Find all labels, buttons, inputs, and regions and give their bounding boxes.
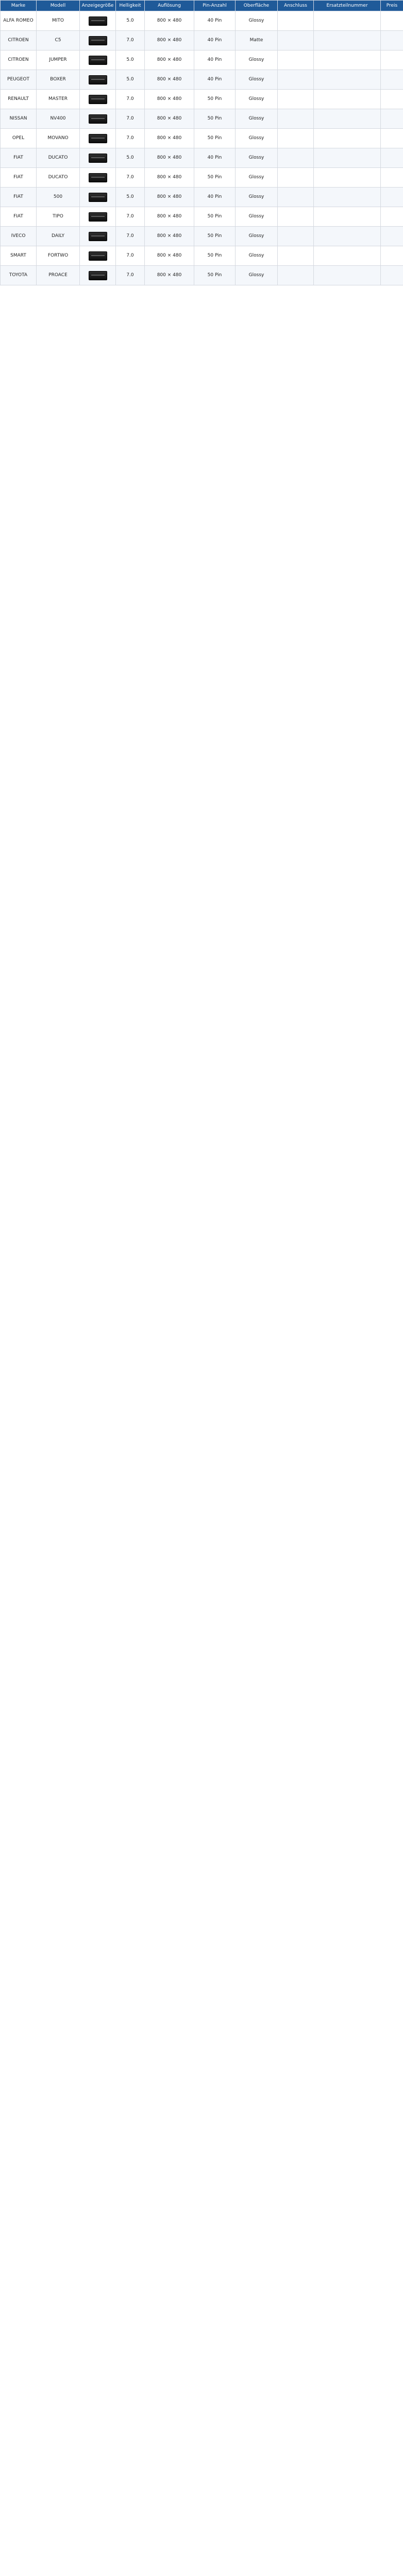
table-cell — [314, 148, 381, 168]
product-thumbnail — [89, 75, 107, 84]
table-cell: 50 Pin — [194, 227, 236, 246]
product-thumbnail — [89, 154, 107, 163]
table-cell — [381, 168, 403, 188]
table-cell: 5.0 — [116, 11, 145, 31]
table-cell — [278, 266, 314, 285]
table-cell: 800 × 480 — [145, 266, 194, 285]
table-cell: MASTER — [37, 90, 80, 109]
column-header: Helligkeit — [116, 1, 145, 11]
product-thumbnail — [89, 16, 107, 26]
table-cell: PEUGEOT — [1, 70, 37, 90]
table-cell: 40 Pin — [194, 50, 236, 70]
table-cell: IVECO — [1, 227, 37, 246]
table-cell — [314, 50, 381, 70]
table-cell — [278, 129, 314, 148]
table-cell: Glossy — [236, 109, 278, 129]
table-cell — [278, 90, 314, 109]
table-cell: 800 × 480 — [145, 109, 194, 129]
table-cell: 800 × 480 — [145, 207, 194, 227]
table-cell: 40 Pin — [194, 11, 236, 31]
product-thumbnail — [89, 134, 107, 143]
table-cell — [314, 90, 381, 109]
table-cell: MOVANO — [37, 129, 80, 148]
table-cell: 5.0 — [116, 50, 145, 70]
table-cell — [278, 207, 314, 227]
table-cell: Glossy — [236, 188, 278, 207]
table-cell — [381, 207, 403, 227]
table-cell — [381, 50, 403, 70]
table-row — [1, 148, 403, 168]
table-cell: 7.0 — [116, 129, 145, 148]
table-cell: FORTWO — [37, 246, 80, 266]
table-cell: 800 × 480 — [145, 31, 194, 50]
table-cell: 800 × 480 — [145, 188, 194, 207]
table-cell: Glossy — [236, 11, 278, 31]
table-row — [1, 11, 403, 31]
product-thumbnail — [89, 212, 107, 222]
table-row — [1, 207, 403, 227]
table-cell — [278, 246, 314, 266]
column-header: Auflösung — [145, 1, 194, 11]
table-cell — [80, 148, 116, 168]
table-cell: 7.0 — [116, 109, 145, 129]
table-cell: 40 Pin — [194, 31, 236, 50]
product-table — [0, 0, 403, 285]
table-cell: 7.0 — [116, 266, 145, 285]
table-cell — [314, 70, 381, 90]
table-row — [1, 246, 403, 266]
table-cell: Glossy — [236, 50, 278, 70]
table-row — [1, 227, 403, 246]
table-cell: Glossy — [236, 207, 278, 227]
table-cell — [278, 109, 314, 129]
table-cell: Glossy — [236, 168, 278, 188]
table-cell — [278, 11, 314, 31]
table-cell — [80, 11, 116, 31]
table-cell — [314, 11, 381, 31]
table-cell: 5.0 — [116, 148, 145, 168]
table-cell: 50 Pin — [194, 207, 236, 227]
table-cell: 800 × 480 — [145, 148, 194, 168]
table-cell — [278, 148, 314, 168]
table-cell: Glossy — [236, 90, 278, 109]
product-thumbnail — [89, 173, 107, 182]
table-cell: 50 Pin — [194, 246, 236, 266]
table-row — [1, 109, 403, 129]
table-cell: 800 × 480 — [145, 90, 194, 109]
table-cell — [314, 246, 381, 266]
column-header: Ersatzteilnummer — [314, 1, 381, 11]
table-cell: Glossy — [236, 266, 278, 285]
table-cell: MITO — [37, 11, 80, 31]
table-row — [1, 70, 403, 90]
table-cell: Glossy — [236, 129, 278, 148]
table-cell: 800 × 480 — [145, 129, 194, 148]
column-header: Anschluss — [278, 1, 314, 11]
table-cell — [80, 227, 116, 246]
table-cell: 50 Pin — [194, 109, 236, 129]
table-cell — [80, 207, 116, 227]
table-cell: 5.0 — [116, 188, 145, 207]
table-cell: 800 × 480 — [145, 168, 194, 188]
table-row — [1, 31, 403, 50]
product-thumbnail — [89, 36, 107, 45]
table-cell — [278, 70, 314, 90]
table-cell — [80, 109, 116, 129]
table-cell: 50 Pin — [194, 266, 236, 285]
table-cell: NISSAN — [1, 109, 37, 129]
table-cell — [381, 11, 403, 31]
table-cell: FIAT — [1, 168, 37, 188]
table-cell: FIAT — [1, 207, 37, 227]
table-cell: RENAULT — [1, 90, 37, 109]
table-cell: TOYOTA — [1, 266, 37, 285]
table-cell: OPEL — [1, 129, 37, 148]
table-cell: Glossy — [236, 148, 278, 168]
table-cell: 40 Pin — [194, 70, 236, 90]
column-header: Preis — [381, 1, 403, 11]
table-cell — [314, 227, 381, 246]
table-cell: ALFA ROMEO — [1, 11, 37, 31]
table-cell: CITROEN — [1, 31, 37, 50]
product-thumbnail — [89, 232, 107, 241]
table-cell — [314, 168, 381, 188]
table-cell: 7.0 — [116, 90, 145, 109]
table-cell: C5 — [37, 31, 80, 50]
table-cell: BOXER — [37, 70, 80, 90]
table-row — [1, 168, 403, 188]
product-thumbnail — [89, 271, 107, 280]
table-cell — [381, 227, 403, 246]
table-cell — [381, 109, 403, 129]
table-header-row — [1, 1, 403, 11]
table-cell — [314, 109, 381, 129]
table-row — [1, 90, 403, 109]
table-cell — [381, 90, 403, 109]
table-cell — [278, 168, 314, 188]
table-cell: Matte — [236, 31, 278, 50]
table-cell: 7.0 — [116, 168, 145, 188]
product-thumbnail — [89, 251, 107, 261]
table-cell: Glossy — [236, 227, 278, 246]
table-cell: Glossy — [236, 246, 278, 266]
product-thumbnail — [89, 95, 107, 104]
table-cell: PROACE — [37, 266, 80, 285]
table-cell: 800 × 480 — [145, 50, 194, 70]
table-cell: TIPO — [37, 207, 80, 227]
table-cell: NV400 — [37, 109, 80, 129]
table-cell: 800 × 480 — [145, 246, 194, 266]
table-cell — [314, 266, 381, 285]
table-cell: DAILY — [37, 227, 80, 246]
table-cell — [80, 90, 116, 109]
table-row — [1, 188, 403, 207]
table-cell: CITROEN — [1, 50, 37, 70]
table-cell — [381, 148, 403, 168]
table-cell: SMART — [1, 246, 37, 266]
table-cell — [314, 188, 381, 207]
table-cell: 50 Pin — [194, 168, 236, 188]
table-cell — [278, 31, 314, 50]
table-cell — [80, 129, 116, 148]
table-row — [1, 266, 403, 285]
table-cell — [278, 50, 314, 70]
table-cell: 5.0 — [116, 70, 145, 90]
table-cell — [80, 70, 116, 90]
table-cell: Glossy — [236, 70, 278, 90]
table-cell — [278, 227, 314, 246]
table-cell — [381, 129, 403, 148]
table-row — [1, 50, 403, 70]
table-cell: FIAT — [1, 148, 37, 168]
column-header: Pin-Anzahl — [194, 1, 236, 11]
table-cell: 800 × 480 — [145, 70, 194, 90]
product-thumbnail — [89, 56, 107, 65]
table-cell: 7.0 — [116, 246, 145, 266]
table-cell — [80, 31, 116, 50]
table-cell — [80, 188, 116, 207]
table-cell — [80, 168, 116, 188]
table-cell — [314, 207, 381, 227]
table-cell: DUCATO — [37, 148, 80, 168]
table-cell — [381, 246, 403, 266]
column-header: Marke — [1, 1, 37, 11]
table-cell — [314, 129, 381, 148]
product-thumbnail — [89, 114, 107, 124]
table-cell: 50 Pin — [194, 90, 236, 109]
table-cell: 500 — [37, 188, 80, 207]
table-cell: 50 Pin — [194, 129, 236, 148]
column-header: Oberfläche — [236, 1, 278, 11]
table-cell: FIAT — [1, 188, 37, 207]
table-cell — [381, 31, 403, 50]
table-cell: 7.0 — [116, 227, 145, 246]
table-cell — [278, 188, 314, 207]
table-cell: 7.0 — [116, 31, 145, 50]
table-cell — [381, 70, 403, 90]
table-cell — [80, 246, 116, 266]
table-row — [1, 129, 403, 148]
table-cell: DUCATO — [37, 168, 80, 188]
table-body — [1, 11, 403, 285]
product-thumbnail — [89, 193, 107, 202]
table-cell: 7.0 — [116, 207, 145, 227]
table-cell: 800 × 480 — [145, 11, 194, 31]
column-header: Anzeigegröße — [80, 1, 116, 11]
table-cell — [80, 50, 116, 70]
table-cell: JUMPER — [37, 50, 80, 70]
table-cell — [381, 188, 403, 207]
table-cell: 800 × 480 — [145, 227, 194, 246]
spreadsheet — [0, 0, 403, 285]
table-cell: 40 Pin — [194, 188, 236, 207]
column-header: Modell — [37, 1, 80, 11]
table-cell: 40 Pin — [194, 148, 236, 168]
table-cell — [314, 31, 381, 50]
table-cell — [381, 266, 403, 285]
table-cell — [80, 266, 116, 285]
